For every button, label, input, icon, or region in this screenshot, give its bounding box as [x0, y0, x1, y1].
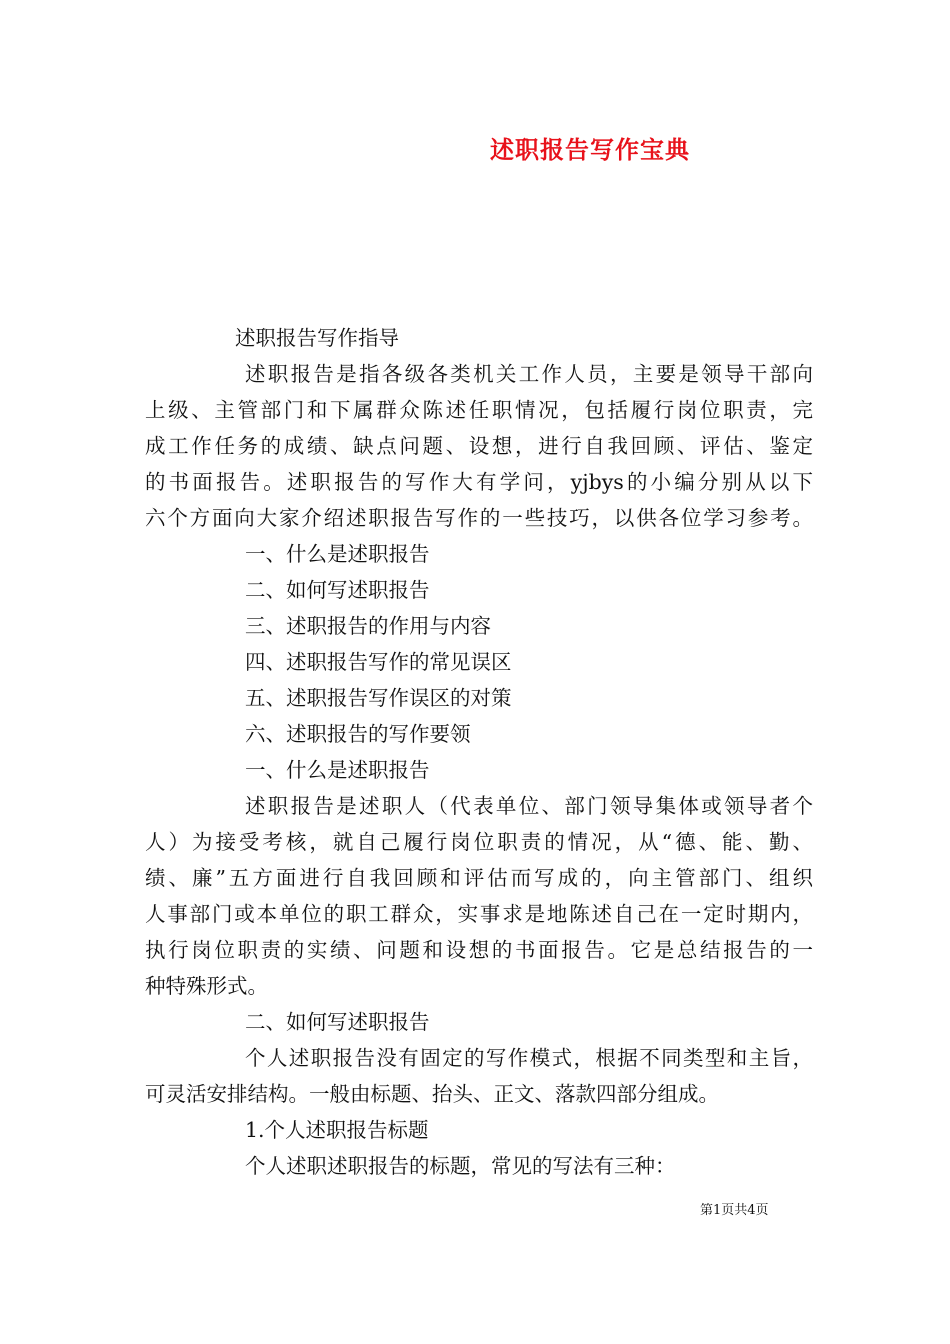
paragraph-line: 可灵活安排结构。一般由标题、抬头、正文、落款四部分组成。	[145, 1082, 719, 1106]
list-item: 三、述职报告的作用与内容	[245, 614, 491, 638]
paragraph-line: 种特殊形式。	[145, 974, 268, 998]
paragraph-line: 执行岗位职责的实绩、问题和设想的书面报告。它是总结报告的一	[145, 938, 813, 962]
paragraph-line: 绩、廉”五方面进行自我回顾和评估而写成的，向主管部门、组织	[145, 866, 813, 890]
paragraph-line: 人事部门或本单位的职工群众，实事求是地陈述自己在一定时期内，	[145, 902, 813, 926]
paragraph-line: 个人述职报告没有固定的写作模式，根据不同类型和主旨，	[245, 1046, 813, 1070]
paragraph-line: 述职报告是述职人（代表单位、部门领导集体或领导者个	[245, 794, 813, 818]
section-heading: 述职报告写作指导	[235, 326, 399, 350]
page-number-footer: 第1页共4页	[700, 1203, 769, 1218]
paragraph-line: 个人述职述职报告的标题，常见的写法有三种：	[245, 1154, 676, 1178]
list-item: 四、述职报告写作的常见误区	[245, 650, 512, 674]
subsection-heading: 1.个人述职报告标题	[245, 1118, 429, 1142]
section-heading: 一、什么是述职报告	[245, 758, 430, 782]
paragraph-line: 人）为接受考核，就自己履行岗位职责的情况，从“德、能、勤、	[145, 830, 813, 854]
paragraph-line: 述职报告是指各级各类机关工作人员，主要是领导干部向	[245, 362, 813, 386]
section-heading: 二、如何写述职报告	[245, 1010, 430, 1034]
list-item: 五、述职报告写作误区的对策	[245, 686, 512, 710]
paragraph-line: 六个方面向大家介绍述职报告写作的一些技巧，以供各位学习参考。	[145, 506, 813, 530]
paragraph-line: 上级、主管部门和下属群众陈述任职情况，包括履行岗位职责，完	[145, 398, 813, 422]
list-item: 六、述职报告的写作要领	[245, 722, 471, 746]
paragraph-line: 的书面报告。述职报告的写作大有学问，yjbys的小编分别从以下	[145, 470, 813, 494]
paragraph-line: 成工作任务的成绩、缺点问题、设想，进行自我回顾、评估、鉴定	[145, 434, 813, 458]
document-body	[145, 320, 813, 1184]
document-title: 述职报告写作宝典	[490, 135, 690, 164]
list-item: 一、什么是述职报告	[245, 542, 430, 566]
list-item: 二、如何写述职报告	[245, 578, 430, 602]
